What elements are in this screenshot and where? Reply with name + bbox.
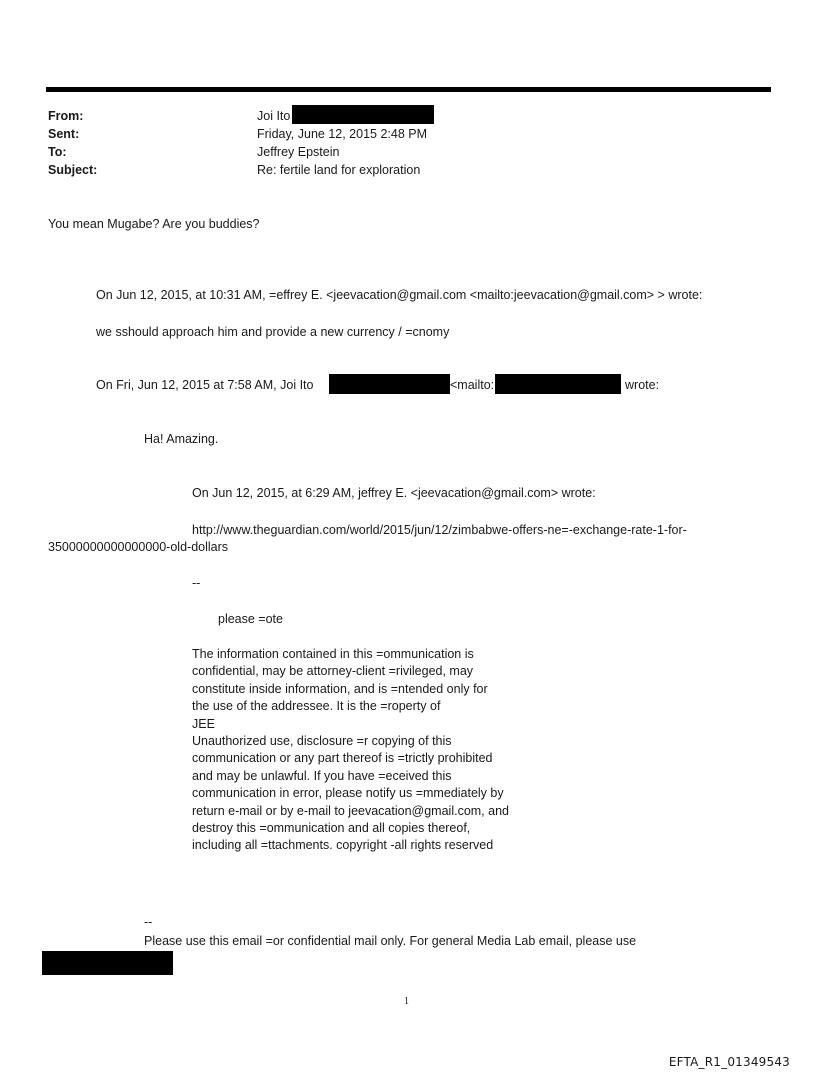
from-value: Joi Ito bbox=[257, 109, 291, 123]
signature-note: please =ote bbox=[218, 612, 283, 626]
top-rule bbox=[46, 87, 771, 92]
document-id: EFTA_R1_01349543 bbox=[668, 1055, 790, 1069]
page-number: 1 bbox=[404, 996, 409, 1007]
quote3-url-line1: http://www.theguardian.com/world/2015/jun/12/zimbabwe-offers-ne=-exchange-rate-1-for- bbox=[192, 523, 687, 537]
redaction-quote2-mailto bbox=[495, 374, 621, 394]
sent-label: Sent: bbox=[48, 127, 80, 141]
disclaimer-line: communication or any part thereof is =trictly prohibited bbox=[192, 751, 493, 766]
to-value: Jeffrey Epstein bbox=[257, 145, 340, 159]
disclaimer-line: communication in error, please notify us =mmediately by bbox=[192, 786, 504, 801]
from-label: From: bbox=[48, 109, 84, 123]
quote3-header: On Jun 12, 2015, at 6:29 AM, jeffrey E. <jeevacation@gmail.com> wrote: bbox=[192, 486, 596, 500]
reply-text: You mean Mugabe? Are you buddies? bbox=[48, 217, 260, 231]
disclaimer-paragraph bbox=[192, 646, 509, 855]
footer-note: Please use this email =or confidential mail only. For general Media Lab email, please use bbox=[144, 934, 637, 948]
quote2-text: Ha! Amazing. bbox=[144, 432, 219, 446]
redaction-quote2-name bbox=[329, 374, 450, 394]
disclaimer-line: confidential, may be attorney-client =rivileged, may bbox=[192, 664, 474, 679]
quote3-url-line2: 35000000000000000-old-dollars bbox=[48, 540, 229, 554]
disclaimer-line: return e-mail or by e-mail to jeevacation@gmail.com, and bbox=[192, 803, 509, 818]
disclaimer-line: JEE bbox=[192, 716, 215, 731]
disclaimer-line: constitute inside information, and is =ntended only for bbox=[192, 681, 488, 696]
sent-value: Friday, June 12, 2015 2:48 PM bbox=[257, 127, 428, 141]
disclaimer-line: including all =ttachments. copyright -all rights reserved bbox=[192, 838, 494, 853]
redaction-from-email bbox=[292, 105, 434, 124]
subject-value: Re: fertile land for exploration bbox=[257, 163, 421, 177]
disclaimer-line: the use of the addressee. It is the =roperty of bbox=[192, 699, 441, 714]
disclaimer-line: The information contained in this =ommunication is bbox=[192, 647, 474, 661]
quote2-header-b: <mailto: bbox=[450, 378, 495, 392]
quote1-header: On Jun 12, 2015, at 10:31 AM, =effrey E. <jeevacation@gmail.com <mailto:jeevacation@gmail.com> > wrote: bbox=[96, 288, 703, 302]
to-label: To: bbox=[48, 145, 67, 159]
redaction-footer-email bbox=[42, 951, 173, 975]
disclaimer-line: and may be unlawful. If you have =eceived this bbox=[192, 768, 452, 783]
footer-dashes: -- bbox=[144, 915, 153, 929]
quote1-text: we sshould approach him and provide a new currency / =cnomy bbox=[96, 325, 450, 339]
subject-label: Subject: bbox=[48, 163, 98, 177]
disclaimer-line: destroy this =ommunication and all copies thereof, bbox=[192, 820, 471, 835]
disclaimer-line: Unauthorized use, disclosure =r copying of this bbox=[192, 733, 452, 748]
quote2-header-c: wrote: bbox=[625, 378, 660, 392]
signature-dashes: -- bbox=[192, 576, 201, 590]
quote2-header-a: On Fri, Jun 12, 2015 at 7:58 AM, Joi Ito bbox=[96, 378, 314, 392]
